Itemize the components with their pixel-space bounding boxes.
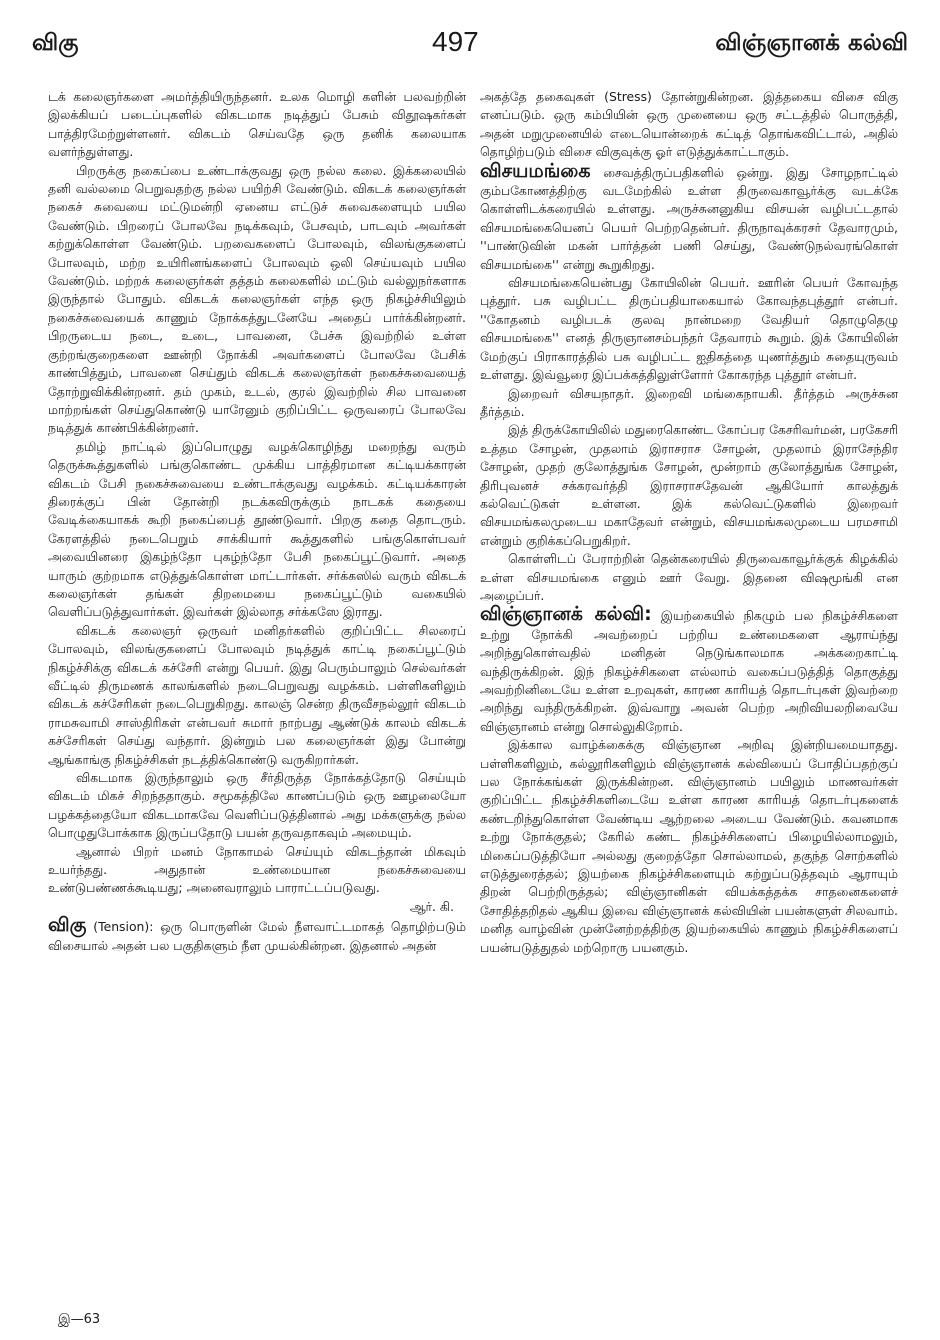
entry-vijayamangai — [480, 159, 898, 274]
paragraph: விசயமங்கையென்பது கோயிலின் பெயர். ஊரின் பெயர் கோவந்த புத்தூர். பசு வழிபட்ட திருப்பதியாகையால் கோவந்தபுத்தூர் என்பர். ''கோதனம் வழிபடக் குலவு நான்மறை வேதியர் தொழுதெழு விசயமங்கை'' எனத் திருஞானசம்பந்தர் தேவாரம் கூறும். இக் கோயிலின் மேற்குப் பிராகாரத்தில் பசு வழிபட்ட ஐதிகத்தை யுணர்த்தும் சுதையுருவம் உள்ளது. இவ்வூரை இப்பக்கத்திலுள்ளோர் கோகரந்த புத்தூர் என்பர். — [480, 275, 898, 383]
page-number: 497 — [432, 26, 479, 57]
paragraph: தமிழ் நாட்டில் இப்பொழுது வழக்கொழிந்து மறைந்து வரும் தெருக்கூத்துகளில் பங்குகொண்ட முக்கிய பாத்திரமான கட்டியக்காரன் விகடம் பேசி நகைச்சுவையை உண்டாக்குவது வழக்கம். கட்டியக்காரன் திரைக்குப் பின் தோன்றி நடக்கவிருக்கும் நாடகக் கதையை வேடிக்கையாகக் கூறி நகைப்பைத் தூண்டுவார். பிறகு கதை தொடரும். கேரளத்தில் நடைபெறும் சாக்கியார் கூத்துகளில் பங்குகொள்பவர் அவையினரை இகழ்ந்தோ புகழ்ந்தோ பேசி நகைப்பூட்டுவார். அதை யாரும் குற்றமாக எடுத்துக்கொள்ள மாட்டார்கள். சர்க்கஸில் வரும் விகடக் கலைஞர்கள் தங்கள் திறமையை நகைப்பூட்டும் வகையில் வெளிப்படுத்துவார்கள். இவர்கள் இல்லாத சர்க்கஸே இராது. — [48, 438, 466, 620]
paragraph: விகடமாக இருந்தாலும் ஒரு சீர்திருத்த நோக்கத்தோடு செய்யும் விகடம் மிகச் சிறந்ததாகும். சமூகத்திலே காணப்படும் ஒரு ஊழலையோ பழக்கத்தையோ விகடமாகவே வெளிப்படுத்தினால் அது மக்களுக்கு நல்ல பொழுதுபோக்காக இருப்பதோடு பயன் தருவதாகவும் அமையும். — [48, 770, 466, 841]
paragraph: அகத்தே தகைவுகள் (Stress) தோன்றுகின்றன. இத்தகைய விசை விகு எனப்படும். ஒரு கம்பியின் ஒரு முனையை ஒரு சட்டத்தில் பொருத்தி, அதன் மறுமுனையில் எடையொன்றைக் கட்டித் தொங்கவிட்டால், அதில் தொழிற்படும் விசை விகுவுக்கு ஓர் எடுத்துக்காட்டாகும். — [480, 89, 898, 160]
entry-text: ஒரு பொருளின் மேல் நீளவாட்டமாகத் தொழிற்படும் விசையால் அதன் பல பகுதிகளும் நீள முயல்கின்றன. இதனால் அதன் — [48, 919, 466, 953]
paragraph: விகடக் கலைஞர் ஒருவர் மனிதர்களில் குறிப்பிட்ட சிலரைப் போலவும், விலங்குகளைப் போலவும் நடித்துக் காட்டி நகைப்பூட்டும் நிகழ்ச்சிக்கு விகடக் கச்சேரி என்று பெயர். இது பெரும்பாலும் செல்வர்கள் வீட்டில் திருமணக் காலங்களில் நடைபெறுவது வழக்கம். பள்ளிகளிலும் விகடக் கச்சேரிகள் நடைபெறுகிறது. காலஞ் சென்ற திருவீசநல்லூர் விகடம் ராமசுவாமி சாஸ்திரிகள் என்பவர் சுமார் நாற்பது ஆண்டுக் காலம் விகடக் கச்சேரிகள் செய்து வந்தார். இன்றும் பல கலைஞர்கள் இது போன்று ஆங்காங்கு நிகழ்ச்சிகள் நடத்திக்கொண்டு வருகிறார்கள். — [48, 622, 466, 767]
paragraph: இக்கால வாழ்க்கைக்கு விஞ்ஞான அறிவு இன்றியமையாதது. பள்ளிகளிலும், கல்லூரிகளிலும் விஞ்ஞானக் கல்வியைப் போதிப்பதற்குப் பல நோக்கங்கள் இருக்கின்றன. விஞ்ஞானம் பயிலும் மாணவர்கள் குறிப்பிட்ட நிகழ்ச்சிகளிடையே உள்ள காரண காரியத் தொடர்புகளைக் கண்டறிந்துகொள்ள வேண்டிய ஆற்றலை அடைய வேண்டும். கவனமாக உற்று நோக்குதல்; கேரில் கண்ட நிகழ்ச்சிகளைப் பிழையில்லாமலும், மிகைப்படுத்தியோ அல்லது குறைத்தோ சொல்லாமல், தகுந்த சொற்களில் எடுத்துரைத்தல்; இயற்கை நிகழ்ச்சிகளையும் கற்றுப்படுத்தவும் ஆராயும் திறன் பெற்றிருத்தல்; விஞ்ஞானிகள் வியக்கத்தக்க சாதனைகளைச் சோதித்தறிதல் ஆகிய இவை விஞ்ஞானக் கல்வியின் பயன்களுள் சிலவாம். மனித வாழ்வின் முன்னேற்றத்திற்கு இயற்கையில் காணும் நிகழ்ச்சிகளைப் பயன்படுத்துதல் மற்றொரு பயனகும். — [480, 737, 898, 955]
paragraph: பிறருக்கு நகைப்பை உண்டாக்குவது ஒரு நல்ல கலை. இக்கலையில் தனி வல்லமை பெறுவதற்கு நல்ல பயிற்சி வேண்டும். விகடக் கலைஞர்கள் நகைச் சுவையை மட்டுமன்றி ஏனைய எட்டுச் சுவைகளையும் பயில வேண்டும். பிறரைப் போலவே நடிக்கவும், பேசவும், பாடவும் அவர்கள் கற்றுக்கொள்ள வேண்டும். பறவைகளைப் போலவும், விலங்குகளைப் போலவும், மற்ற உயிரினங்களைப் போலவும் ஒலி செய்யவும் பயில வேண்டும். மற்றக் கலைஞர்கள் தத்தம் கலைகளில் மட்டும் வல்லுநர்களாக இருந்தால் போதும். விகடக் கலைஞர்கள் எந்த ஒரு நிகழ்ச்சியிலும் நகைச்சுவையைக் காணும் நோக்கத்துடனேயே அதைப் பார்க்கின்றனர். பிறருடைய நடை, உடை, பாவனை, பேச்சு இவற்றில் உள்ள குற்றங்குறைகளை ஊன்றி நோக்கி அவர்களைப் போலவே பேசிக் காண்பித்தும், பாவனை செய்தும் விகடக் கலைஞர்கள் நகைச்சுவையைத் தோற்றுவிக்கின்றனர். தம் முகம், உடல், குரல் இவற்றில் சில பாவனை மாற்றங்கள் செய்துகொண்டு யாரேனும் குறிப்பிட்ட ஒருவரைப் போலவே நடித்துக் காண்பிக்கின்றனர். — [48, 162, 466, 436]
left-column — [48, 88, 466, 1313]
entry-headword: விஞ்ஞானக் கல்வி: — [480, 603, 652, 626]
entry-text: இயற்கையில் நிகழும் பல நிகழ்ச்சிகளை உற்று நோக்கி அவற்றைப் பற்றிய உண்மைகளை ஆராய்ந்து அறிந்துகொள்வதில் மனிதன் நெடுங்காலமாக அக்கறைகாட்டி வந்திருக்கிறன். இந் நிகழ்ச்சிகளை எல்லாம் வகைப்படுத்தித் தொகுத்து அவற்றினிடையே உள்ள உறவுகள், காரண காரியத் தொடர்புகள் இவற்றை அறிந்து வந்திருக்கிறன். இவ்வாறு அவன் பெற்ற அறிவியலறிவையே விஞ்ஞானம் என்று சொல்லுகிறோம். — [480, 608, 898, 734]
entry-gloss: (Tension): — [93, 919, 154, 935]
footer-signature-mark: இ—63 — [58, 1312, 101, 1327]
entry-vinjnanak-kalvi — [480, 605, 898, 736]
right-column — [480, 88, 898, 1313]
entry-text: சைவத்திருப்பதிகளில் ஒன்று. இது சோழநாட்டில் கும்பகோணத்திற்கு வடமேற்கில் உள்ள திருவைகாவூர்க்கு வடக்கே கொள்ளிடக்கரையில் உள்ளது. அருச்சுனனுகிய விசயன் வழிபட்டதால் விசயமங்கையெனப் பெயர் பெற்றதென்பர். திருநாவுக்கரசர் தேவாரமும், ''பாண்டுவின் மகன் பார்த்தன் பணி செய்து, வேண்டுநல்வரங்கொள் விசயமங்கை'' என்று கூறுகிறது. — [480, 164, 898, 272]
entry-headword: விசயமங்கை — [480, 159, 591, 182]
paragraph: இத் திருக்கோயிலில் மதுரைகொண்ட கோப்பர கேசரிவர்மன், பரகேசரி உத்தம சோழன், முதலாம் இராசராச சோழன், முதலாம் இராசேந்திர சோழன், முதற் குலோத்துங்க சோழன், மூன்றாம் குலோத்துங்க சோழன், திரிபுவனச் சக்கரவர்த்தி இராசராசதேவன் ஆகியோர் காலத்துக் கல்வெட்டுகள் உள்ளன. இக் கல்வெட்டுகளில் இறைவர் விசயமங்கலமுடைய மகாதேவர் என்றும், விசயமங்கலமுடைய பரமசாமி என்றும் குறிக்கப்பெறுகிறர். — [480, 422, 898, 548]
paragraph: டக் கலைஞர்களை அமர்த்தியிருந்தனர். உலக மொழி களின் பலவற்றின் இலக்கியப் படைப்புகளில் விகடமாக நடித்துப் பேசும் விதூஷகர்கள் பாத்திரமேற்றுள்ளனர். விகடம் செய்வதே ஒரு தனிக் கலையாக வளர்ந்துள்ளது. — [48, 89, 466, 160]
entry-vigu — [48, 916, 466, 955]
author-signature: ஆர். கி. — [409, 898, 454, 914]
header-right-guideword: விஞ்ஞானக் கல்வி — [715, 30, 908, 56]
paragraph: ஆனால் பிறர் மனம் நோகாமல் செய்யும் விகடந்தான் மிகவும் உயர்ந்தது. அதுதான் உண்மையான நகைச்சுவையை உண்டுபண்ணக்கூடியது; அனைவராலும் பாராட்டப்படுவது. — [48, 843, 466, 896]
entry-headword: விகு — [48, 914, 87, 937]
header-left-guideword: விகு — [32, 30, 79, 56]
paragraph: இறைவர் விசயநாதர். இறைவி மங்கைநாயகி. தீர்த்தம் அருச்சுன தீர்த்தம். — [480, 385, 898, 419]
paragraph: கொள்ளிடப் பேராற்றின் தென்கரையில் திருவைகாவூர்க்குக் கிழக்கில் உள்ள விசயமங்கை எனும் ஊர் வேறு. இதனை விஷமூங்கி என அழைப்பர். — [480, 551, 898, 603]
page-header — [32, 26, 908, 64]
